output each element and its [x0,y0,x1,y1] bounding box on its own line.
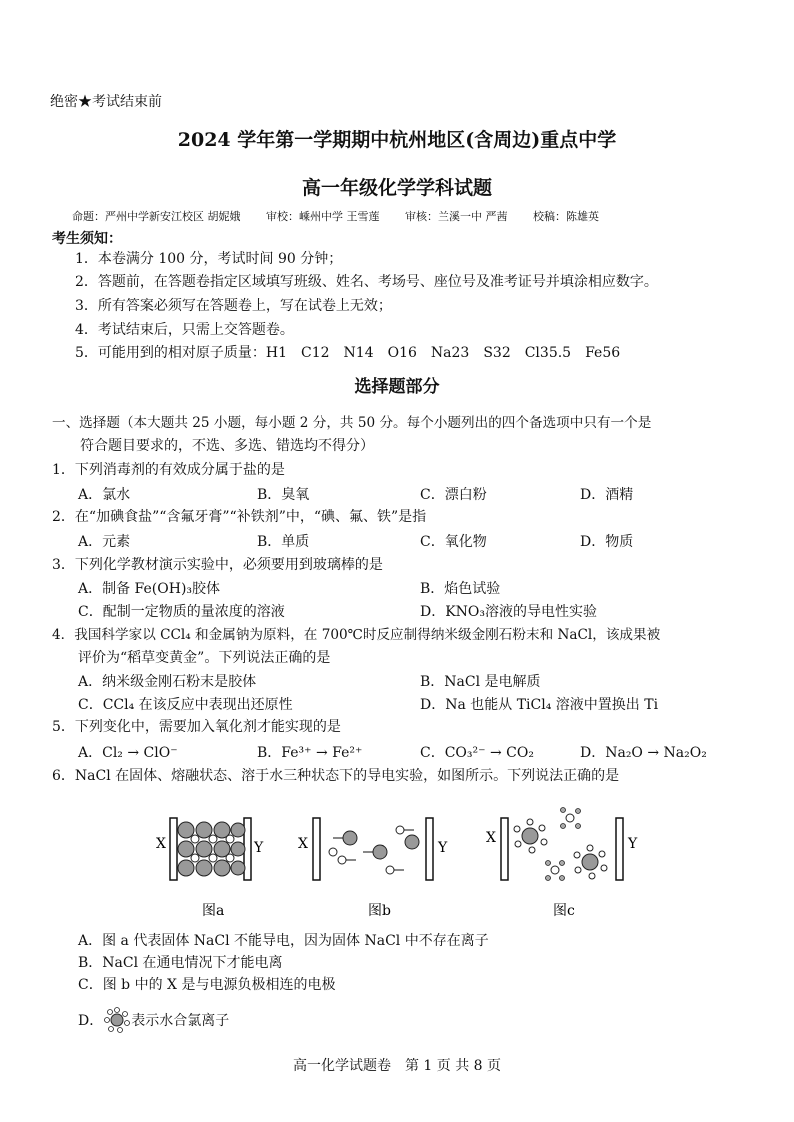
exam-subtitle: 高一年级化学学科试题 [301,177,492,199]
q3-option-a: A．制备 Fe(OH)₃胶体 [78,581,221,597]
q6-option-b: B．NaCl 在通电情况下才能电离 [78,955,283,971]
exam-title: 2024 学年第一学期期中杭州地区(含周边)重点中学 [177,129,617,151]
q3-option-d: D．KNO₃溶液的导电性实验 [420,604,598,620]
figure-a-caption: 图a [202,903,225,919]
q5-option-a: A．Cl₂ → ClO⁻ [78,745,178,761]
confidential-mark: 绝密★考试结束前 [50,94,162,110]
q1-option-a: A．氯水 [78,487,131,503]
q4-option-c: C．CCl₄ 在该反应中表现出还原性 [78,697,293,713]
label-y: Y [254,840,264,856]
question-5-stem: 5．下列变化中，需要加入氧化剂才能实现的是 [52,719,341,735]
figure-b-diagram [298,818,448,919]
notice-item: 2．答题前，在答题卷指定区域填写班级、姓名、考场号、座位号及准考证号并填涂相应数字。 [75,274,658,290]
q5-option-d: D．Na₂O → Na₂O₂ [580,745,707,761]
credits-line [72,208,621,224]
page-footer: 高一化学试题卷 第 1 页 共 8 页 [292,1058,502,1074]
question-3-stem: 3．下列化学教材演示实验中，必须要用到玻璃棒的是 [52,557,383,573]
notice-item: 4．考试结束后，只需上交答题卷。 [75,322,294,338]
q2-option-b: B．单质 [257,534,310,550]
q2-option-d: D．物质 [580,534,634,550]
section-title: 选择题部分 [354,377,440,397]
question-2-stem: 2．在“加碘食盐”“含氟牙膏”“补铁剂”中，“碘、氟、铁”是指 [52,509,427,525]
credit-auditor: 审核：兰溪一中 严茜 [405,210,508,223]
q3-option-b: B．焰色试验 [420,581,501,597]
notice-item: 1．本卷满分 100 分，考试时间 90 分钟； [75,251,343,267]
q4-option-a: A．纳米级金刚石粉末是胶体 [78,674,257,690]
q5-option-c: C．CO₃²⁻ → CO₂ [420,745,534,761]
question-4-stem-cont: 评价为“稻草变黄金”。下列说法正确的是 [78,650,331,666]
q1-option-b: B．臭氧 [257,487,310,503]
label-x: X [486,830,496,846]
credit-author: 命题：严州中学新安江校区 胡妮娥 [72,210,241,223]
q3-option-c: C．配制一定物质的量浓度的溶液 [78,604,285,620]
label-x: X [298,836,308,852]
q5-option-b: B．Fe³⁺ → Fe²⁺ [257,745,363,761]
q6-option-d-prefix: D． [78,1013,104,1029]
question-6-stem: 6．NaCl 在固体、熔融状态、溶于水三种状态下的导电实验，如图所示。下列说法正确的是 [52,768,620,784]
label-y: Y [438,840,448,856]
q6-option-d-text: 表示水合氯离子 [131,1013,230,1029]
notice-heading: 考生须知： [52,231,122,247]
q6-option-a: A．图 a 代表固体 NaCl 不能导电，因为固体 NaCl 中不存在离子 [78,933,489,949]
q6-option-c: C．图 b 中的 X 是与电源负极相连的电极 [78,977,336,993]
section-intro-cont: 符合题目要求的，不选、多选、错选均不得分） [80,438,374,454]
notice-item: 5．可能用到的相对原子质量：H1 C12 N14 O16 Na23 S32 Cl35.5 Fe56 [75,345,621,361]
hydrated-chloride-icon [103,1006,131,1034]
figure-b-caption: 图b [368,903,391,919]
q2-option-a: A．元素 [78,534,131,550]
question-1-stem: 1．下列消毒剂的有效成分属于盐的是 [52,462,285,478]
question-4-stem: 4．我国科学家以 CCl₄ 和金属钠为原料，在 700℃时反应制得纳米级金刚石粉末和 NaCl，该成果被 [52,627,661,643]
figure-a-diagram [156,818,264,919]
figure-c-caption: 图c [553,903,575,919]
credit-proofreader: 校稿：陈雄英 [533,210,599,223]
conductivity-figures [150,800,660,925]
q2-option-c: C．氧化物 [420,534,487,550]
q1-option-d: D．酒精 [580,487,634,503]
figure-c-diagram [486,808,638,920]
label-x: X [156,836,166,852]
q4-option-d: D．Na 也能从 TiCl₄ 溶液中置换出 Ti [420,697,659,713]
credit-reviewer: 审校：嵊州中学 王雪莲 [266,210,380,223]
section-intro: 一、选择题（本大题共 25 小题，每小题 2 分，共 50 分。每个小题列出的四个备选项中只有一个是 [52,415,652,431]
q6-option-d [78,1006,229,1034]
label-y: Y [628,836,638,852]
q4-option-b: B．NaCl 是电解质 [420,674,541,690]
notice-item: 3．所有答案必须写在答题卷上，写在试卷上无效； [75,298,392,314]
q1-option-c: C．漂白粉 [420,487,487,503]
